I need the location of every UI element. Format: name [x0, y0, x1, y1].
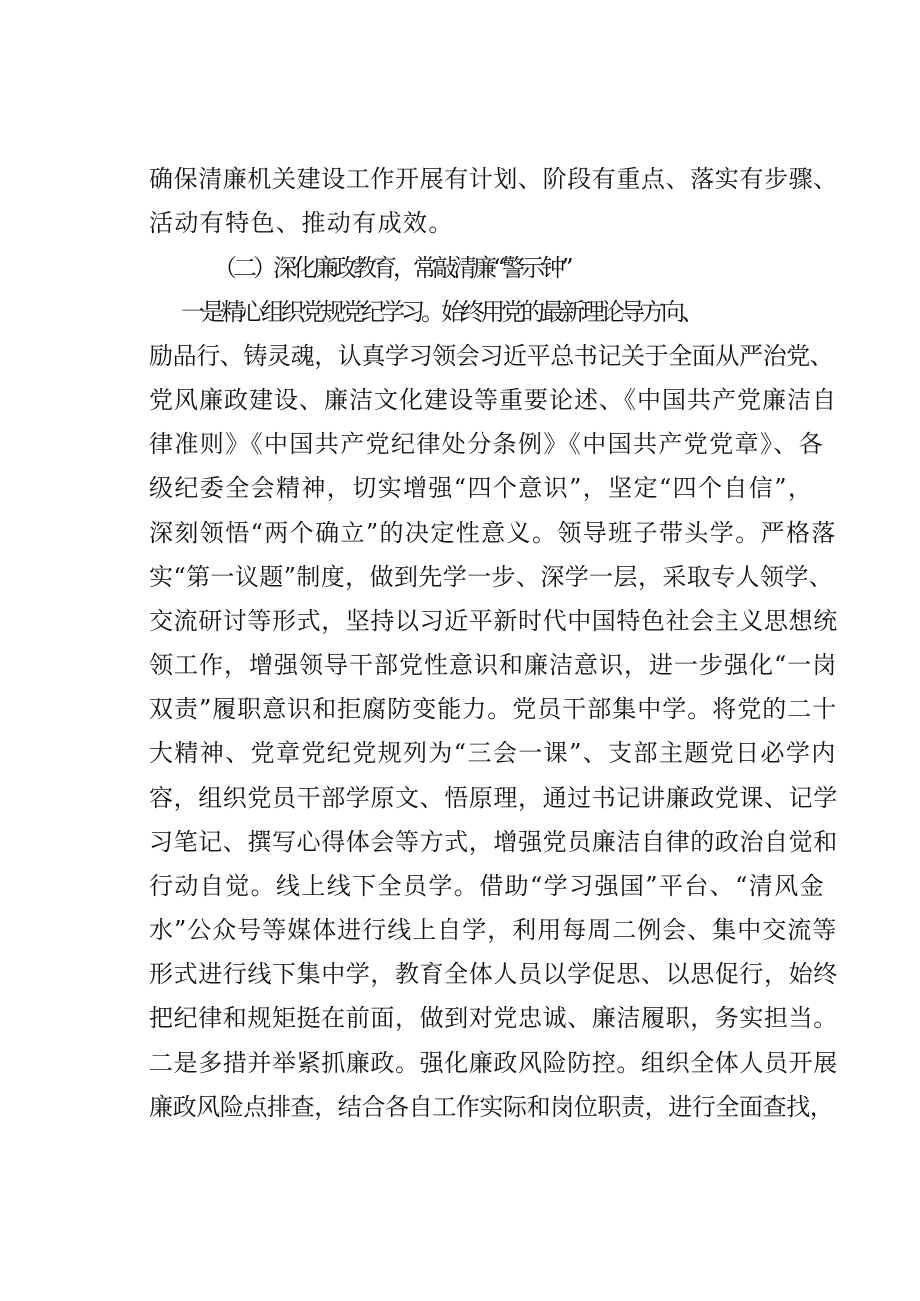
body-text-line: 形式进行线下集中学，教育全体人员以学促思、以思促行，始终: [149, 960, 838, 988]
body-text-line: 实“第一议题”制度，做到先学一步、深学一层，采取专人领学、: [149, 563, 834, 591]
body-text-line: 励品行、铸灵魂，认真学习领会习近平总书记关于全面从严治党、: [149, 342, 834, 370]
body-text-line: 深刻领悟“两个确立”的决定性意义。领导班子带头学。严格落: [149, 519, 837, 547]
body-text-line: 律准则》《中国共产党纪律处分条例》《中国共产党党章》、各: [149, 430, 825, 458]
body-text-line: 容，组织党员干部学原文、悟原理，通过书记讲廉政党课、记学: [149, 784, 838, 812]
body-text-line: 二是多措并举紧抓廉政。强化廉政风险防控。组织全体人员开展: [149, 1049, 838, 1077]
body-text-line: 党风廉政建设、廉洁文化建设等重要论述、《中国共产党廉洁自: [149, 386, 837, 414]
body-text-line: 活动有特色、推动有成效。: [149, 209, 454, 237]
body-text-line: 习笔记、撰写心得体会等方式，增强党员廉洁自律的政治自觉和: [149, 828, 838, 856]
body-text-line: 大精神、党章党纪党规列为“三会一课”、支部主题党日必学内: [149, 739, 837, 767]
section-heading: （二）深化廉政教育，常敲清廉“警示钟”: [213, 254, 570, 282]
body-text-line: 把纪律和规矩挺在前面，做到对党忠诚、廉洁履职，务实担当。: [149, 1004, 838, 1032]
body-text-line: 行动自觉。线上线下全员学。借助“学习强国”平台、“清风金: [149, 872, 826, 900]
body-text-line: 级纪委全会精神，切实增强“四个意识”，坚定“四个自信”，: [149, 474, 814, 502]
body-text-line: 交流研讨等形式，坚持以习近平新时代中国特色社会主义思想统: [149, 607, 838, 635]
body-text-line: 廉政风险点排查，结合各自工作实际和岗位职责，进行全面查找，: [149, 1093, 834, 1121]
body-text-line: 确保清廉机关建设工作开展有计划、阶段有重点、落实有步骤、: [149, 165, 838, 193]
body-text-line: 一是精心组织党规党纪学习。始终用党的最新理论导方向、: [181, 298, 701, 326]
body-text-line: 双责”履职意识和拒腐防变能力。党员干部集中学。将党的二十: [149, 695, 838, 723]
body-text-line: 领工作，增强领导干部党性意识和廉洁意识，进一步强化“一岗: [149, 651, 838, 679]
body-text-line: 水”公众号等媒体进行线上自学，利用每周二例会、集中交流等: [149, 916, 838, 944]
